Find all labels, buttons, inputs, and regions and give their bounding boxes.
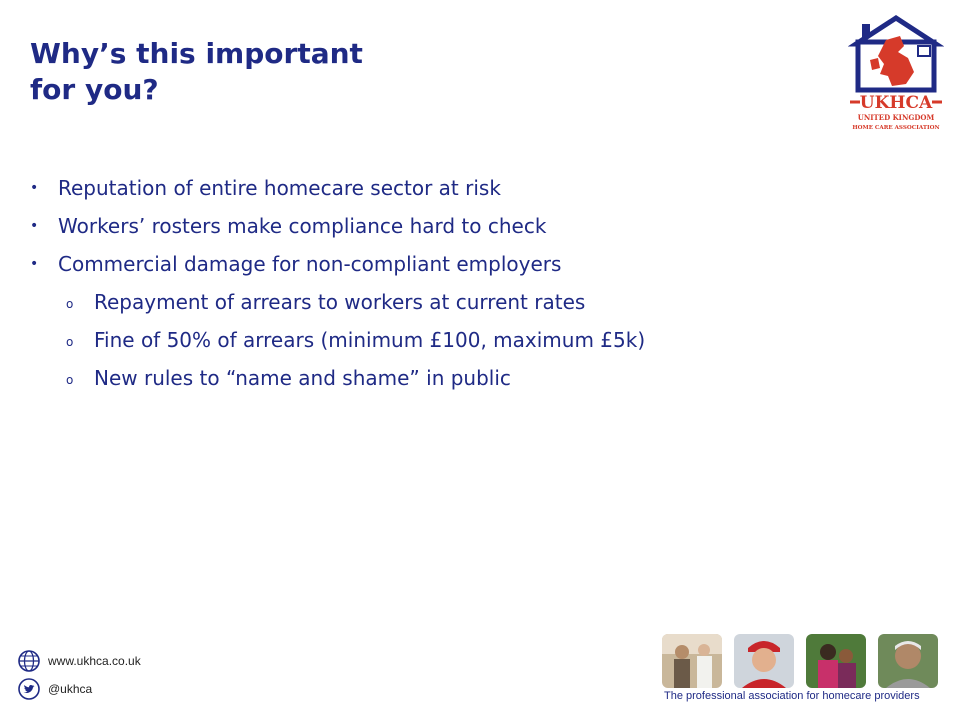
sub-bullet-marker: o bbox=[66, 335, 74, 349]
bullet-text: Commercial damage for non-compliant employers bbox=[58, 252, 562, 276]
logo-name: UKHCA bbox=[859, 93, 933, 113]
website-link[interactable] bbox=[18, 650, 141, 672]
sub-bullet-marker: o bbox=[66, 373, 74, 387]
bullet-marker: • bbox=[30, 180, 39, 196]
sub-bullet-item bbox=[30, 322, 890, 360]
twitter-link[interactable] bbox=[18, 678, 92, 700]
sub-bullet-item bbox=[30, 284, 890, 322]
bullet-list bbox=[30, 170, 890, 398]
logo-sub1: UNITED KINGDOM bbox=[857, 113, 935, 122]
bullet-item bbox=[30, 208, 890, 246]
title-line-1: Why’s this important bbox=[30, 37, 363, 70]
logo-sub2: HOME CARE ASSOCIATION bbox=[852, 125, 940, 131]
sub-bullet-text: New rules to “name and shame” in public bbox=[94, 366, 511, 390]
bullet-text: Reputation of entire homecare sector at risk bbox=[58, 176, 501, 200]
tagline: The professional association for homecare providers bbox=[664, 690, 920, 702]
ukhca-logo bbox=[848, 14, 944, 132]
sub-bullet-marker: o bbox=[66, 297, 74, 311]
carer-photo-2 bbox=[734, 634, 794, 688]
carer-photo-3 bbox=[806, 634, 866, 688]
bullet-item bbox=[30, 170, 890, 208]
bullet-marker: • bbox=[30, 218, 39, 234]
website-text: www.ukhca.co.uk bbox=[48, 654, 141, 668]
bullet-item bbox=[30, 246, 890, 284]
bullet-text: Workers’ rosters make compliance hard to check bbox=[58, 214, 547, 238]
carer-photo-4 bbox=[878, 634, 938, 688]
twitter-icon bbox=[18, 678, 40, 700]
globe-icon bbox=[18, 650, 40, 672]
sub-bullet-text: Repayment of arrears to workers at current rates bbox=[94, 290, 586, 314]
title-line-2: for you? bbox=[30, 73, 159, 106]
photo-strip bbox=[662, 634, 944, 690]
slide-title bbox=[30, 36, 730, 108]
twitter-text: @ukhca bbox=[48, 682, 93, 696]
sub-bullet-text: Fine of 50% of arrears (minimum £100, maximum £5k) bbox=[94, 328, 646, 352]
bullet-marker: • bbox=[30, 256, 39, 272]
sub-bullet-item bbox=[30, 360, 890, 398]
carer-photo-1 bbox=[662, 634, 722, 688]
